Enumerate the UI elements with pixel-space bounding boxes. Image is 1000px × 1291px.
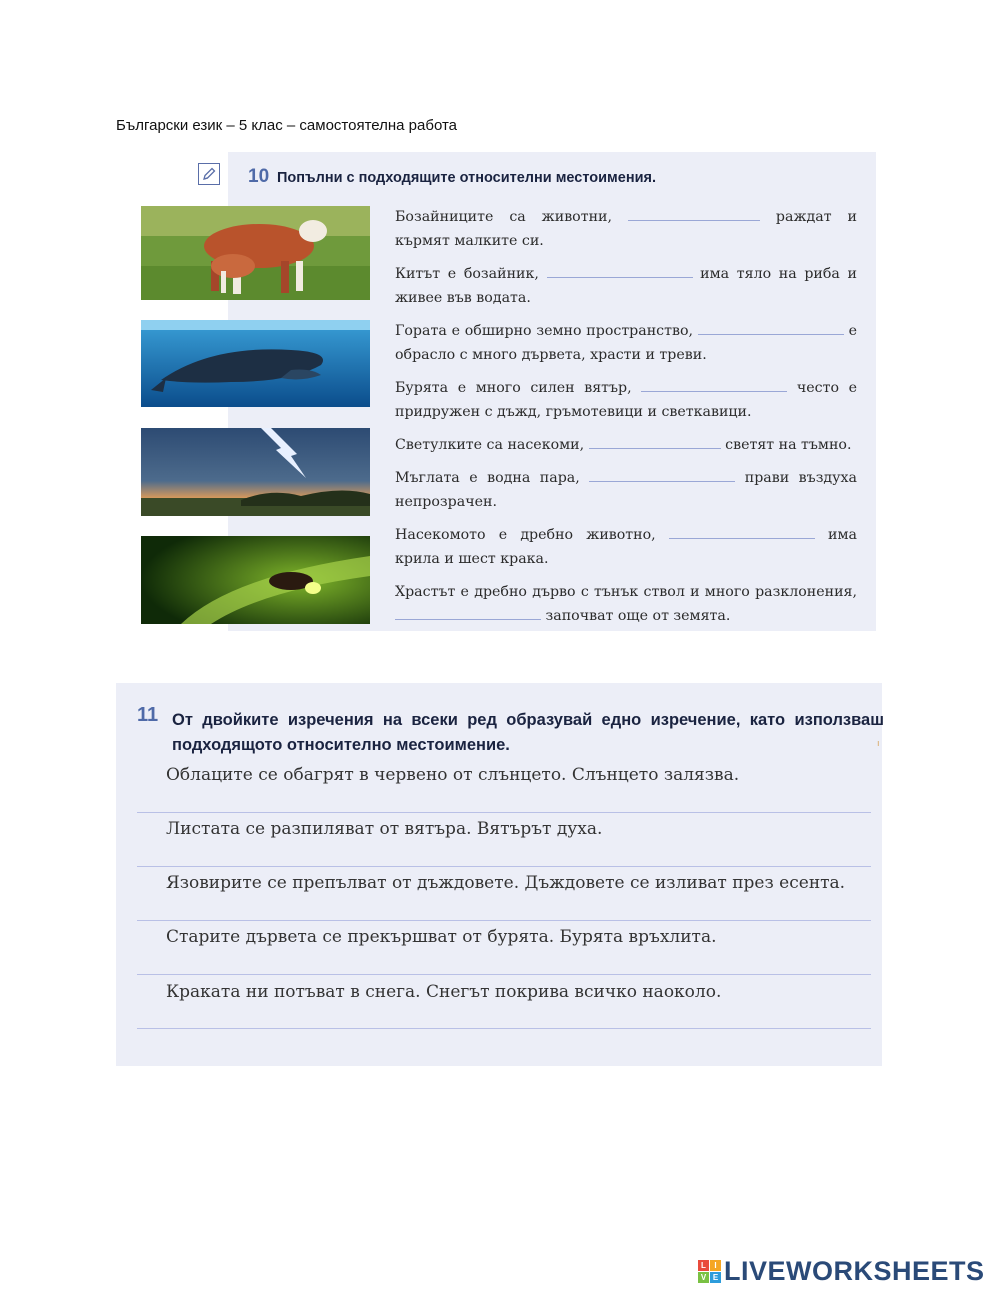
fill-item-text-before: Гората е обширно земно пространство,	[395, 323, 698, 339]
margin-mark: ı	[877, 738, 880, 748]
answer-line-4[interactable]	[137, 974, 871, 975]
fill-item-text-after: започват още от земята.	[541, 608, 731, 624]
sentence-pair-1: Облаците се обагрят в червено от слънцето. Слънцето залязва.	[166, 765, 740, 785]
liveworksheets-logo	[698, 1256, 985, 1286]
fill-item-1	[395, 205, 857, 253]
fill-item-text-after: е обрасло с много дървета, храсти и треви.	[395, 323, 857, 363]
fill-item-text-after: светят на тъмно.	[720, 437, 852, 453]
sentence-pair-3: Язовирите се препълват от дъждовете. Дъждовете се изливат през есента.	[166, 873, 846, 893]
answer-blank-6[interactable]	[589, 467, 735, 482]
whale-photo	[141, 320, 370, 407]
storm-photo	[141, 428, 370, 516]
answer-blank-8[interactable]	[395, 605, 541, 620]
logo-mark-icon	[698, 1260, 721, 1283]
answer-line-3[interactable]	[137, 920, 871, 921]
fill-item-text-after: има тяло на риба и живее във водата.	[395, 266, 857, 306]
cow-photo	[141, 206, 370, 300]
fill-item-text-after: раждат и кърмят малките си.	[395, 209, 857, 249]
fill-item-text-after: има крила и шест крака.	[395, 527, 857, 567]
fill-item-6	[395, 466, 857, 514]
sentence-pair-5: Краката ни потъват в снега. Снегът покрива всичко наоколо.	[166, 982, 722, 1002]
fill-item-5	[395, 433, 857, 457]
fill-item-4	[395, 376, 857, 424]
fill-item-text-before: Мъглата е водна пара,	[395, 470, 590, 486]
logo-letter-tile: I	[710, 1260, 721, 1271]
logo-letter-tile: E	[710, 1272, 721, 1283]
answer-blank-7[interactable]	[669, 524, 815, 539]
answer-blank-5[interactable]	[589, 434, 721, 449]
worksheet-header: Български език – 5 клас – самостоятелна работа	[116, 117, 458, 134]
answer-blank-4[interactable]	[641, 377, 787, 392]
logo-letter-tile: V	[698, 1272, 709, 1283]
fill-item-3	[395, 319, 857, 367]
fill-item-text-before: Китът е бозайник,	[395, 266, 547, 282]
answer-blank-3[interactable]	[698, 320, 844, 335]
exercise-10-number: 10	[248, 166, 270, 187]
sentence-pair-2: Листата се разпиляват от вятъра. Вятърът духа.	[166, 819, 603, 839]
exercise-10-items	[395, 205, 857, 637]
fill-item-7	[395, 523, 857, 571]
sentence-pair-4: Старите дървета се прекършват от бурята. Бурята връхлита.	[166, 927, 717, 947]
exercise-10-title: Попълни с подходящите относителни местоимения.	[277, 170, 656, 186]
fill-item-text-before: Бозайниците са животни,	[395, 209, 628, 225]
answer-line-1[interactable]	[137, 812, 871, 813]
logo-text: LIVEWORKSHEETS	[724, 1255, 985, 1286]
fill-item-text-before: Насекомото е дребно животно,	[395, 527, 669, 543]
answer-line-2[interactable]	[137, 866, 871, 867]
fill-item-text-after: прави въздуха непрозрачен.	[395, 470, 857, 510]
fill-item-text-after: често е придружен с дъжд, гръмотевици и светкавици.	[395, 380, 857, 420]
answer-blank-1[interactable]	[628, 206, 760, 221]
pencil-icon	[198, 163, 220, 185]
logo-letter-tile: L	[698, 1260, 709, 1271]
fill-item-text-before: Храстът е дребно дърво с тънък ствол и много разклонения,	[395, 584, 857, 600]
firefly-photo	[141, 536, 370, 624]
fill-item-8	[395, 580, 857, 628]
answer-blank-2[interactable]	[547, 263, 693, 278]
fill-item-text-before: Светулките са насекоми,	[395, 437, 589, 453]
fill-item-2	[395, 262, 857, 310]
answer-line-5[interactable]	[137, 1028, 871, 1029]
fill-item-text-before: Бурята е много силен вятър,	[395, 380, 642, 396]
exercise-11-number: 11	[137, 704, 159, 726]
exercise-11-title: От двойките изречения на всеки ред образувай едно изречение, като използваш подходящото относително местоимение.	[172, 711, 884, 754]
